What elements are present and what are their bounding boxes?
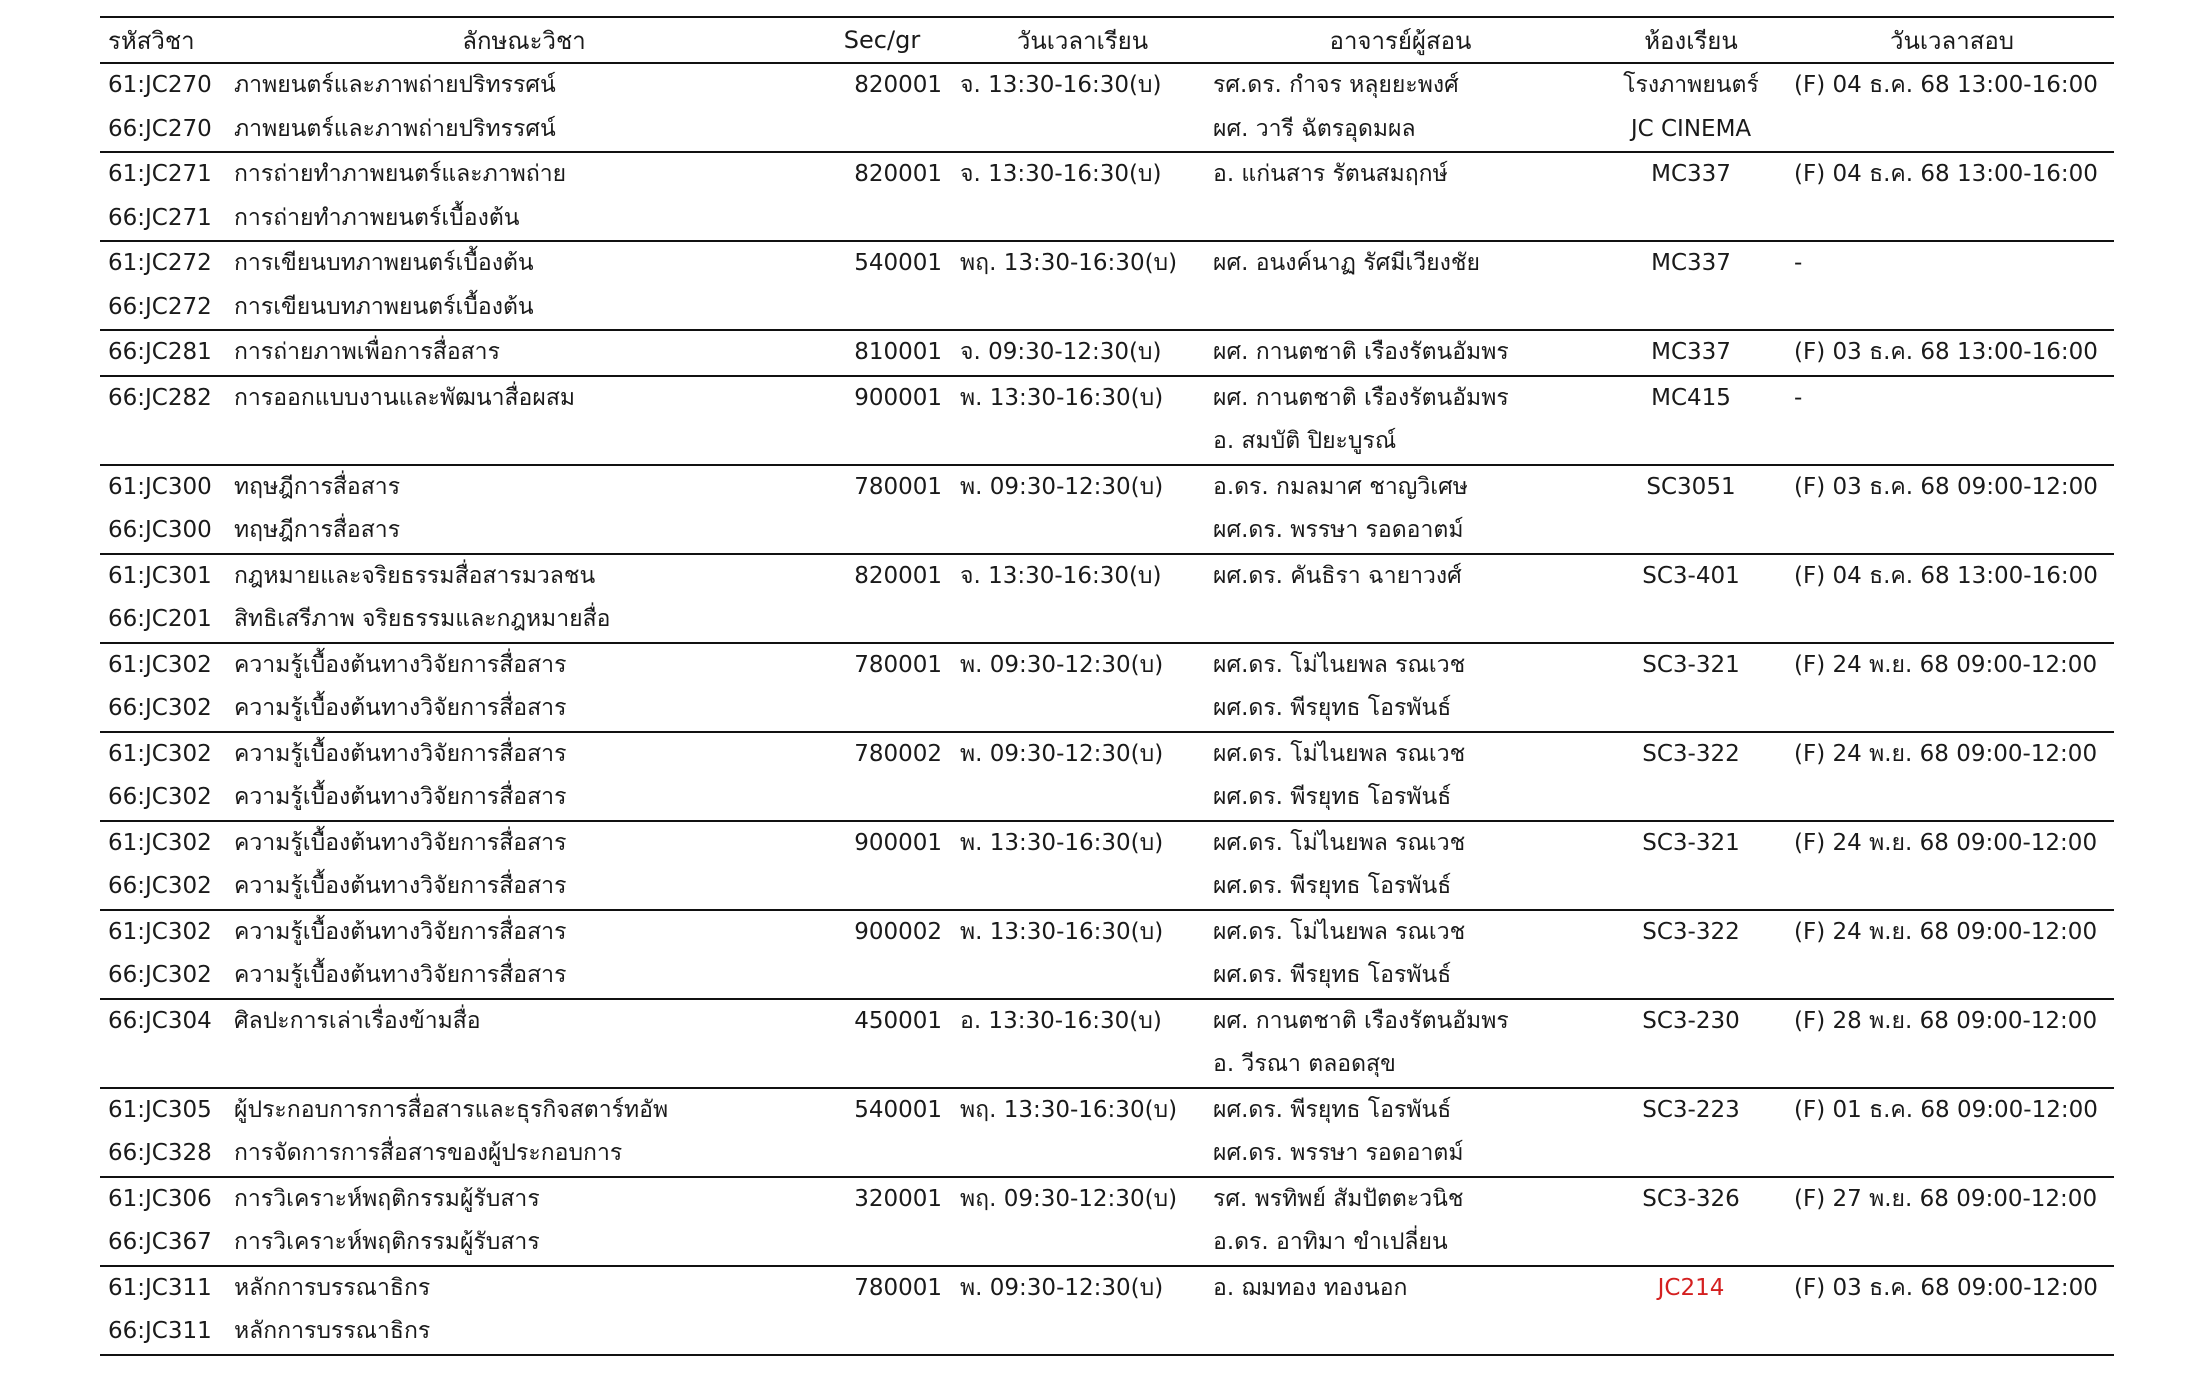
table-row — [100, 776, 2114, 821]
class-time — [956, 1132, 1209, 1177]
course-code: 66:JC282 — [100, 376, 230, 421]
class-time — [956, 598, 1209, 643]
course-name: ทฤษฎีการสื่อสาร — [230, 465, 818, 510]
course-code: 61:JC302 — [100, 821, 230, 866]
instructor: อ. สมบัติ ปิยะบูรณ์ — [1213, 428, 1397, 454]
class-time — [956, 954, 1209, 999]
exam-time — [1790, 509, 2114, 554]
class-time: พ. 13:30-16:30(บ) — [956, 821, 1209, 866]
exam-time — [1790, 687, 2114, 732]
table-row — [100, 865, 2114, 910]
header-time: วันเวลาเรียน — [956, 17, 1209, 63]
instructor: อ. วีรณา ตลอดสุข — [1213, 1051, 1396, 1077]
class-time: จ. 13:30-16:30(บ) — [956, 152, 1209, 197]
header-name: ลักษณะวิชา — [230, 17, 818, 63]
table-row — [100, 241, 2114, 286]
course-code: 61:JC272 — [100, 241, 230, 286]
exam-time — [1790, 1310, 2114, 1355]
table-row — [100, 643, 2114, 688]
instructor: ผศ.ดร. พรรษา รอดอาตม์ — [1213, 517, 1464, 543]
course-code: 61:JC302 — [100, 732, 230, 777]
course-name: การวิเคราะห์พฤติกรรมผู้รับสาร — [230, 1177, 818, 1222]
class-time — [956, 1043, 1209, 1088]
course-name: ความรู้เบื้องต้นทางวิจัยการสื่อสาร — [230, 821, 818, 866]
room: SC3-322 — [1592, 732, 1790, 777]
class-time: พ. 09:30-12:30(บ) — [956, 465, 1209, 510]
section: 320001 — [818, 1177, 956, 1222]
room: SC3-322 — [1592, 910, 1790, 955]
table-row — [100, 1088, 2114, 1133]
exam-time: (F) 24 พ.ย. 68 09:00-12:00 — [1790, 732, 2114, 777]
course-code: 66:JC328 — [108, 1140, 212, 1166]
instructor: ผศ.ดร. พีรยุทธ โอรพันธ์ — [1213, 873, 1452, 899]
course-name: ทฤษฎีการสื่อสาร — [234, 517, 401, 543]
room: MC337 — [1592, 241, 1790, 286]
class-time — [956, 108, 1209, 153]
room: MC337 — [1592, 152, 1790, 197]
section: 780002 — [818, 732, 956, 777]
course-name: ความรู้เบื้องต้นทางวิจัยการสื่อสาร — [230, 910, 818, 955]
instructor: ผศ.ดร. พีรยุทธ โอรพันธ์ — [1209, 1088, 1592, 1133]
exam-time: (F) 24 พ.ย. 68 09:00-12:00 — [1790, 910, 2114, 955]
course-code: 66:JC281 — [100, 330, 230, 376]
course-name: ความรู้เบื้องต้นทางวิจัยการสื่อสาร — [230, 643, 818, 688]
course-name: หลักการบรรณาธิกร — [230, 1266, 818, 1311]
course-name: หลักการบรรณาธิกร — [230, 1310, 818, 1355]
room: SC3-321 — [1592, 643, 1790, 688]
table-row — [100, 554, 2114, 599]
table-row — [100, 63, 2114, 108]
exam-time: (F) 03 ธ.ค. 68 09:00-12:00 — [1790, 465, 2114, 510]
class-time — [956, 420, 1209, 465]
instructor: ผศ.ดร. พีรยุทธ โอรพันธ์ — [1213, 962, 1452, 988]
instructor: ผศ. กานตชาติ เรืองรัตนอัมพร — [1209, 999, 1592, 1044]
exam-time: (F) 24 พ.ย. 68 09:00-12:00 — [1790, 821, 2114, 866]
course-name: ความรู้เบื้องต้นทางวิจัยการสื่อสาร — [230, 732, 818, 777]
course-name: การถ่ายทำภาพยนตร์เบื้องต้น — [234, 204, 520, 231]
table-row — [100, 509, 2114, 554]
room: โรงภาพยนตร์ — [1592, 63, 1790, 108]
exam-time: (F) 24 พ.ย. 68 09:00-12:00 — [1790, 643, 2114, 688]
table-row — [100, 330, 2114, 376]
course-name: การจัดการการสื่อสารของผู้ประกอบการ — [234, 1140, 623, 1166]
exam-time — [1790, 1043, 2114, 1088]
room: MC415 — [1592, 376, 1790, 421]
course-code: 61:JC302 — [100, 643, 230, 688]
exam-time: (F) 28 พ.ย. 68 09:00-12:00 — [1790, 999, 2114, 1044]
section: 780001 — [818, 465, 956, 510]
section: 820001 — [818, 63, 956, 108]
course-name: ศิลปะการเล่าเรื่องข้ามสื่อ — [230, 999, 818, 1044]
course-code: 66:JC311 — [100, 1310, 230, 1355]
table-row — [100, 687, 2114, 732]
room: SC3-326 — [1592, 1177, 1790, 1222]
course-code: 61:JC270 — [100, 63, 230, 108]
class-time: จ. 13:30-16:30(บ) — [956, 554, 1209, 599]
instructor: ผศ.ดร. โม่ไนยพล รณเวช — [1209, 643, 1592, 688]
class-time: พฤ. 09:30-12:30(บ) — [956, 1177, 1209, 1222]
instructor: ผศ.ดร. โม่ไนยพล รณเวช — [1209, 910, 1592, 955]
class-time: จ. 13:30-16:30(บ) — [956, 63, 1209, 108]
section — [818, 286, 956, 331]
instructor: ผศ.ดร. พรรษา รอดอาตม์ — [1213, 1140, 1464, 1166]
section: 450001 — [818, 999, 956, 1044]
section — [818, 509, 956, 554]
instructor: ผศ. อนงค์นาฏ รัศมีเวียงชัย — [1209, 241, 1592, 286]
exam-time — [1790, 865, 2114, 910]
instructor: ผศ.ดร. โม่ไนยพล รณเวช — [1209, 821, 1592, 866]
room — [1592, 776, 1790, 821]
room — [1592, 286, 1790, 331]
table-row — [100, 286, 2114, 331]
table-row — [100, 420, 2114, 465]
exam-time: (F) 03 ธ.ค. 68 13:00-16:00 — [1790, 330, 2114, 376]
exam-time: (F) 03 ธ.ค. 68 09:00-12:00 — [1790, 1266, 2114, 1311]
class-time: พ. 13:30-16:30(บ) — [956, 376, 1209, 421]
class-time — [956, 1310, 1209, 1355]
course-code — [100, 420, 230, 465]
class-time: พฤ. 13:30-16:30(บ) — [956, 241, 1209, 286]
course-name: การเขียนบทภาพยนตร์เบื้องต้น — [230, 241, 818, 286]
instructor: ผศ.ดร. พีรยุทธ โอรพันธ์ — [1213, 784, 1452, 810]
exam-time — [1790, 1221, 2114, 1266]
room: JC214 — [1592, 1266, 1790, 1311]
table-row — [100, 910, 2114, 955]
class-time — [956, 509, 1209, 554]
course-name: ผู้ประกอบการการสื่อสารและธุรกิจสตาร์ทอัพ — [230, 1088, 818, 1133]
header-instructor: อาจารย์ผู้สอน — [1209, 17, 1592, 63]
exam-time: (F) 01 ธ.ค. 68 09:00-12:00 — [1790, 1088, 2114, 1133]
table-row — [100, 108, 2114, 153]
section — [818, 1221, 956, 1266]
room — [1592, 954, 1790, 999]
room — [1592, 420, 1790, 465]
room — [1592, 1132, 1790, 1177]
table-row — [100, 598, 2114, 643]
section: 900002 — [818, 910, 956, 955]
section — [818, 1310, 956, 1355]
room: JC CINEMA — [1630, 115, 1752, 142]
instructor: ผศ. วารี ฉัตรอุดมผล — [1213, 115, 1416, 142]
table-row — [100, 732, 2114, 777]
class-time — [956, 776, 1209, 821]
room — [1592, 1221, 1790, 1266]
room: SC3-321 — [1592, 821, 1790, 866]
course-name — [230, 1043, 818, 1088]
course-name: ความรู้เบื้องต้นทางวิจัยการสื่อสาร — [234, 695, 567, 721]
exam-time — [1790, 954, 2114, 999]
section: 780001 — [818, 1266, 956, 1311]
exam-time — [1790, 420, 2114, 465]
course-name: การถ่ายทำภาพยนตร์และภาพถ่าย — [230, 152, 818, 197]
course-code: 66:JC272 — [108, 293, 212, 320]
schedule-sheet — [100, 16, 2098, 1356]
room — [1592, 865, 1790, 910]
table-row — [100, 376, 2114, 421]
section: 810001 — [818, 330, 956, 376]
exam-time — [1790, 776, 2114, 821]
course-code: 61:JC271 — [100, 152, 230, 197]
course-schedule-table — [100, 16, 2114, 1356]
instructor: อ.ดร. อาทิมา ขำเปลี่ยน — [1213, 1229, 1448, 1255]
course-name: ความรู้เบื้องต้นทางวิจัยการสื่อสาร — [234, 873, 567, 899]
schedule-body — [100, 63, 2114, 1355]
section: 820001 — [818, 152, 956, 197]
section — [818, 687, 956, 732]
section: 540001 — [818, 241, 956, 286]
instructor: ผศ.ดร. โม่ไนยพล รณเวช — [1209, 732, 1592, 777]
course-name: ภาพยนตร์และภาพถ่ายปริทรรศน์ — [230, 63, 818, 108]
instructor — [1209, 197, 1592, 242]
class-time: พฤ. 13:30-16:30(บ) — [956, 1088, 1209, 1133]
instructor: อ. ฌมทอง ทองนอก — [1209, 1266, 1592, 1311]
table-row — [100, 999, 2114, 1044]
course-code: 66:JC302 — [108, 873, 212, 899]
table-row — [100, 1177, 2114, 1222]
section: 540001 — [818, 1088, 956, 1133]
room: SC3-401 — [1592, 554, 1790, 599]
table-row — [100, 197, 2114, 242]
instructor: อ. แก่นสาร รัตนสมฤกษ์ — [1209, 152, 1592, 197]
course-name: ความรู้เบื้องต้นทางวิจัยการสื่อสาร — [234, 784, 567, 810]
exam-time: (F) 27 พ.ย. 68 09:00-12:00 — [1790, 1177, 2114, 1222]
exam-time — [1790, 1132, 2114, 1177]
section — [818, 420, 956, 465]
section — [818, 776, 956, 821]
exam-time: - — [1790, 241, 2114, 286]
section: 900001 — [818, 376, 956, 421]
course-code: 66:JC270 — [108, 115, 212, 142]
class-time — [956, 286, 1209, 331]
exam-time — [1790, 108, 2114, 153]
course-code: 66:JC300 — [108, 517, 212, 543]
course-code: 61:JC305 — [100, 1088, 230, 1133]
section: 900001 — [818, 821, 956, 866]
exam-time: (F) 04 ธ.ค. 68 13:00-16:00 — [1790, 152, 2114, 197]
class-time — [956, 687, 1209, 732]
course-code: 66:JC304 — [100, 999, 230, 1044]
table-row — [100, 1132, 2114, 1177]
room — [1592, 1043, 1790, 1088]
course-code: 66:JC302 — [108, 784, 212, 810]
class-time: พ. 09:30-12:30(บ) — [956, 643, 1209, 688]
instructor — [1209, 1310, 1592, 1355]
room: SC3-223 — [1592, 1088, 1790, 1133]
course-code: 66:JC302 — [108, 962, 212, 988]
instructor: ผศ.ดร. พีรยุทธ โอรพันธ์ — [1213, 695, 1452, 721]
room — [1592, 197, 1790, 242]
course-name: การวิเคราะห์พฤติกรรมผู้รับสาร — [234, 1229, 540, 1255]
instructor — [1209, 598, 1592, 643]
class-time: อ. 13:30-16:30(บ) — [956, 999, 1209, 1044]
header-code: รหัสวิชา — [100, 17, 230, 63]
header-sec: Sec/gr — [818, 17, 956, 63]
instructor: ผศ. กานตชาติ เรืองรัตนอัมพร — [1209, 376, 1592, 421]
class-time: พ. 09:30-12:30(บ) — [956, 1266, 1209, 1311]
table-row — [100, 1221, 2114, 1266]
course-code: 61:JC311 — [100, 1266, 230, 1311]
section — [818, 865, 956, 910]
table-row — [100, 1266, 2114, 1311]
section — [818, 954, 956, 999]
course-name: ภาพยนตร์และภาพถ่ายปริทรรศน์ — [234, 115, 556, 142]
instructor — [1209, 286, 1592, 331]
course-code: 66:JC367 — [108, 1229, 212, 1255]
table-row — [100, 152, 2114, 197]
course-name — [230, 420, 818, 465]
instructor: รศ.ดร. กำจร หลุยยะพงศ์ — [1209, 63, 1592, 108]
course-name: ความรู้เบื้องต้นทางวิจัยการสื่อสาร — [234, 962, 567, 988]
class-time: พ. 13:30-16:30(บ) — [956, 910, 1209, 955]
section: 780001 — [818, 643, 956, 688]
table-row — [100, 954, 2114, 999]
instructor: ผศ.ดร. คันธิรา ฉายาวงศ์ — [1209, 554, 1592, 599]
room — [1592, 598, 1790, 643]
class-time: จ. 09:30-12:30(บ) — [956, 330, 1209, 376]
room: MC337 — [1592, 330, 1790, 376]
table-row — [100, 821, 2114, 866]
section — [818, 598, 956, 643]
course-code: 66:JC271 — [108, 204, 212, 231]
class-time — [956, 1221, 1209, 1266]
table-row — [100, 1043, 2114, 1088]
class-time — [956, 197, 1209, 242]
room — [1592, 1310, 1790, 1355]
room — [1592, 509, 1790, 554]
course-name: การถ่ายภาพเพื่อการสื่อสาร — [230, 330, 818, 376]
course-name: สิทธิเสรีภาพ จริยธรรมและกฎหมายสื่อ — [234, 606, 611, 632]
course-name: การเขียนบทภาพยนตร์เบื้องต้น — [234, 293, 534, 320]
room: SC3-230 — [1592, 999, 1790, 1044]
class-time — [956, 865, 1209, 910]
section — [818, 1132, 956, 1177]
exam-time: (F) 04 ธ.ค. 68 13:00-16:00 — [1790, 554, 2114, 599]
exam-time — [1790, 286, 2114, 331]
instructor: อ.ดร. กมลมาศ ชาญวิเศษ — [1209, 465, 1592, 510]
table-row — [100, 1310, 2114, 1355]
room: SC3051 — [1592, 465, 1790, 510]
table-row — [100, 465, 2114, 510]
section: 820001 — [818, 554, 956, 599]
course-code: 61:JC302 — [100, 910, 230, 955]
exam-time — [1790, 197, 2114, 242]
course-name: กฎหมายและจริยธรรมสื่อสารมวลชน — [230, 554, 818, 599]
course-code: 61:JC306 — [100, 1177, 230, 1222]
exam-time: - — [1790, 376, 2114, 421]
instructor: รศ. พรทิพย์ สัมปัตตะวนิช — [1209, 1177, 1592, 1222]
header-row — [100, 17, 2114, 63]
section — [818, 197, 956, 242]
class-time: พ. 09:30-12:30(บ) — [956, 732, 1209, 777]
header-exam: วันเวลาสอบ — [1790, 17, 2114, 63]
exam-time: (F) 04 ธ.ค. 68 13:00-16:00 — [1790, 63, 2114, 108]
section — [818, 108, 956, 153]
header-room: ห้องเรียน — [1592, 17, 1790, 63]
exam-time — [1790, 598, 2114, 643]
course-code: 66:JC302 — [108, 695, 212, 721]
course-code: 66:JC201 — [108, 606, 212, 632]
course-code: 61:JC300 — [100, 465, 230, 510]
course-name: การออกแบบงานและพัฒนาสื่อผสม — [230, 376, 818, 421]
course-code — [100, 1043, 230, 1088]
section — [818, 1043, 956, 1088]
course-code: 61:JC301 — [100, 554, 230, 599]
room — [1592, 687, 1790, 732]
instructor: ผศ. กานตชาติ เรืองรัตนอัมพร — [1209, 330, 1592, 376]
